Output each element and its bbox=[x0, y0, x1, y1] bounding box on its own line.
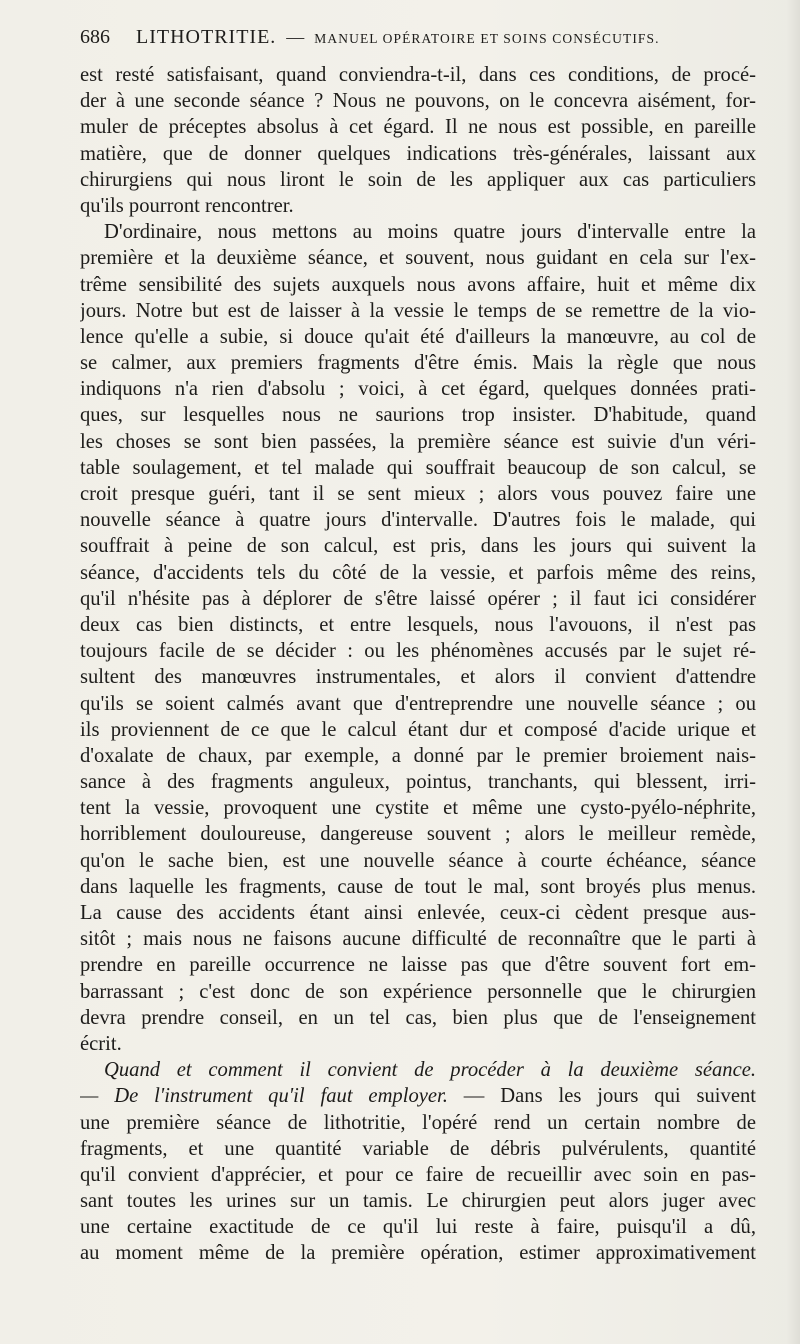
section-heading-line-1: Quand et comment il convient de procéder à la deuxième séance. bbox=[104, 1059, 756, 1082]
running-header bbox=[80, 26, 760, 60]
text-line: croit presque guéri, tant il se sent mieux ; alors vous pouvez faire une bbox=[80, 483, 756, 505]
text-line: qu'on le sache bien, est une nouvelle séance à courte échéance, séance bbox=[80, 849, 756, 872]
text-line: jours. Notre but est de laisser à la vessie le temps de se remettre de la vio- bbox=[80, 299, 756, 322]
text-line: barrassant ; c'est donc de son expérience personnelle que le chirurgien bbox=[80, 980, 756, 1003]
text-line: écrit. bbox=[80, 1032, 122, 1055]
text-line: qu'il n'hésite pas à déplorer de s'être laissé opérer ; il faut ici considérer bbox=[80, 587, 756, 610]
paragraph-lines bbox=[80, 62, 756, 1057]
page-number: 686 bbox=[80, 26, 110, 48]
text-line: est resté satisfaisant, quand conviendra-t-il, dans ces conditions, de procé- bbox=[80, 64, 756, 86]
text-line: une première séance de lithotritie, l'opéré rend un certain nombre de bbox=[80, 1111, 756, 1134]
text-line: muler de préceptes absolus à cet égard. Il ne nous est possible, en pareille bbox=[80, 116, 756, 139]
running-separator: — bbox=[286, 27, 305, 47]
text-line: matière, que de donner quelques indications très-générales, laissant aux bbox=[80, 142, 756, 165]
text-line: souffrait à peine de son calcul, est pris, dans les jours qui suivent la bbox=[80, 535, 756, 558]
page-edge-shadow bbox=[786, 0, 800, 1344]
body-text bbox=[80, 62, 756, 1267]
section-heading-rest: — Dans les jours qui suivent bbox=[447, 1085, 756, 1108]
text-line: au moment même de la première opération, estimer approximativement bbox=[80, 1242, 756, 1265]
text-line: ques, sur lesquelles nous ne saurions trop insister. D'habitude, quand bbox=[80, 404, 756, 427]
running-title: LITHOTRITIE. bbox=[136, 26, 277, 48]
section-heading-line-2 bbox=[80, 1083, 756, 1109]
text-line: ils proviennent de ce que le calcul étant dur et composé d'acide urique et bbox=[80, 718, 756, 741]
text-line: nouvelle séance à quatre jours d'intervalle. D'autres fois le malade, qui bbox=[80, 509, 756, 532]
text-line: une certaine exactitude de ce qu'il lui reste à faire, puisqu'il a dû, bbox=[80, 1216, 756, 1239]
text-line: table soulagement, et tel malade qui souffrait beaucoup de son calcul, se bbox=[80, 456, 756, 479]
text-line: première et la deuxième séance, et souvent, nous guidant en cela sur l'ex- bbox=[80, 247, 756, 270]
text-line: sitôt ; mais nous ne faisons aucune difficulté de reconnaître que le parti à bbox=[80, 928, 756, 951]
text-line: lence qu'elle a subie, si douce qu'ait été d'ailleurs la manœuvre, au col de bbox=[80, 325, 756, 348]
text-line: d'oxalate de chaux, par exemple, a donné par le premier broiement nais- bbox=[80, 744, 756, 767]
text-line: dans laquelle les fragments, cause de tout le mal, sont broyés plus menus. bbox=[80, 875, 756, 898]
text-line: qu'il convient d'apprécier, et pour ce faire de recueillir avec soin en pas- bbox=[80, 1163, 756, 1186]
text-line: sant toutes les urines sur un tamis. Le chirurgien peut alors juger avec bbox=[80, 1190, 756, 1213]
text-line: indiquons n'a rien d'absolu ; voici, à cet égard, quelques données prati- bbox=[80, 378, 756, 401]
text-line: La cause des accidents étant ainsi enlevée, ceux-ci cèdent presque aus- bbox=[80, 902, 756, 924]
text-line: devra prendre conseil, en un tel cas, bien plus que de l'enseignement bbox=[80, 1006, 756, 1029]
text-line: D'ordinaire, nous mettons au moins quatre jours d'intervalle entre la bbox=[104, 221, 756, 244]
text-line: chirurgiens qui nous liront le soin de les appliquer aux cas particuliers bbox=[80, 168, 756, 191]
section-lines bbox=[80, 1110, 756, 1267]
text-line: tent la vessie, provoquent une cystite et même une cysto-pyélo-néphrite, bbox=[80, 797, 756, 820]
text-line: les choses se sont bien passées, la première séance est suivie d'un véri- bbox=[80, 430, 756, 453]
text-line: deux cas bien distincts, et entre lesquels, nous l'avouons, il n'est pas bbox=[80, 613, 756, 636]
running-subtitle: MANUEL OPÉRATOIRE ET SOINS CONSÉCUTIFS. bbox=[314, 31, 660, 46]
text-line: trême sensibilité des sujets auxquels nous avons affaire, huit et même dix bbox=[80, 273, 756, 296]
text-line: qu'ils pourront rencontrer. bbox=[80, 194, 294, 217]
text-line: qu'ils se soient calmés avant que d'entreprendre une nouvelle séance ; ou bbox=[80, 692, 756, 715]
text-line: se calmer, aux premiers fragments d'être émis. Mais la règle que nous bbox=[80, 352, 756, 375]
text-line: der à une seconde séance ? Nous ne pouvons, on le concevra aisément, for- bbox=[80, 90, 756, 113]
text-line: horriblement douloureuse, dangereuse souvent ; alors le meilleur remède, bbox=[80, 823, 756, 846]
text-line: toujours facile de se décider : ou les phénomènes accusés par le sujet ré- bbox=[80, 640, 756, 663]
text-line: séance, d'accidents tels du côté de la vessie, et parfois même des reins, bbox=[80, 561, 756, 584]
text-line: sultent des manœuvres instrumentales, et alors il convient d'attendre bbox=[80, 666, 756, 689]
text-line: sance à des fragments anguleux, pointus, tranchants, qui blessent, irri- bbox=[80, 771, 756, 794]
text-line: prendre en pareille occurrence ne laisse pas que d'être souvent fort em- bbox=[80, 954, 756, 977]
section-heading-italic: — De l'instrument qu'il faut employer. bbox=[80, 1085, 448, 1108]
text-line: fragments, et une quantité variable de débris pulvérulents, quantité bbox=[80, 1137, 756, 1160]
